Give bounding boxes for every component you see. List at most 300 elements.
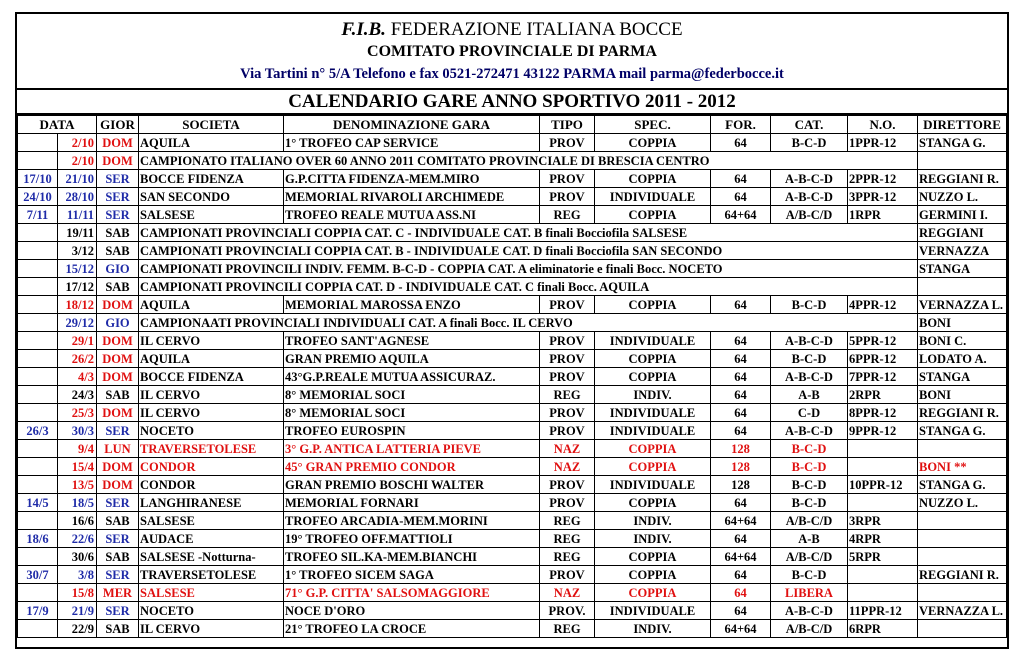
weekday-cell: SAB	[97, 548, 139, 566]
director-cell: REGGIANI R.	[918, 170, 1007, 188]
approval-number-cell: 9PPR-12	[848, 422, 918, 440]
director-cell: REGGIANI R.	[918, 566, 1007, 584]
date-first-cell: 17/9	[18, 602, 58, 620]
competition-name-cell: MEMORIAL RIVAROLI ARCHIMEDE	[284, 188, 540, 206]
date-cell: 22/6	[58, 530, 97, 548]
col-header-data: DATA	[18, 116, 97, 134]
approval-number-cell: 8PPR-12	[848, 404, 918, 422]
date-cell: 21/10	[58, 170, 97, 188]
format-cell: 64	[711, 584, 771, 602]
date-cell: 15/4	[58, 458, 97, 476]
date-first-cell	[18, 278, 58, 296]
category-cell: B-C-D	[771, 494, 848, 512]
director-cell: REGGIANI	[918, 224, 1007, 242]
type-cell: PROV	[540, 188, 595, 206]
weekday-cell: SAB	[97, 278, 139, 296]
weekday-cell: LUN	[97, 440, 139, 458]
format-cell: 64	[711, 422, 771, 440]
weekday-cell: SER	[97, 530, 139, 548]
club-cell: TRAVERSETOLESE	[139, 566, 284, 584]
type-cell: PROV	[540, 422, 595, 440]
specialty-cell: INDIVIDUALE	[595, 188, 711, 206]
format-cell: 64	[711, 170, 771, 188]
approval-number-cell: 4PPR-12	[848, 296, 918, 314]
category-cell: A/B-C/D	[771, 548, 848, 566]
table-row	[18, 584, 1007, 602]
director-cell: VERNAZZA L.	[918, 296, 1007, 314]
table-row	[18, 332, 1007, 350]
club-cell: AUDACE	[139, 530, 284, 548]
category-cell: B-C-D	[771, 440, 848, 458]
federation-name	[17, 14, 1007, 41]
specialty-cell: INDIV.	[595, 530, 711, 548]
date-cell: 13/5	[58, 476, 97, 494]
date-cell: 4/3	[58, 368, 97, 386]
weekday-cell: DOM	[97, 296, 139, 314]
date-first-cell: 14/5	[18, 494, 58, 512]
date-cell: 22/9	[58, 620, 97, 638]
table-row	[18, 548, 1007, 566]
date-first-cell	[18, 584, 58, 602]
weekday-cell: DOM	[97, 350, 139, 368]
date-first-cell: 7/11	[18, 206, 58, 224]
table-row	[18, 494, 1007, 512]
director-cell: VERNAZZA	[918, 242, 1007, 260]
date-cell: 29/12	[58, 314, 97, 332]
date-first-cell	[18, 332, 58, 350]
date-cell: 3/12	[58, 242, 97, 260]
col-header-for: FOR.	[711, 116, 771, 134]
competition-name-cell: 1° TROFEO SICEM SAGA	[284, 566, 540, 584]
table-row	[18, 422, 1007, 440]
category-cell: B-C-D	[771, 296, 848, 314]
approval-number-cell: 5RPR	[848, 548, 918, 566]
category-cell: C-D	[771, 404, 848, 422]
competition-name-cell: 8° MEMORIAL SOCI	[284, 386, 540, 404]
specialty-cell: COPPIA	[595, 368, 711, 386]
date-cell: 30/6	[58, 548, 97, 566]
type-cell: PROV	[540, 404, 595, 422]
director-cell: NUZZO L.	[918, 188, 1007, 206]
director-cell: STANGA G.	[918, 476, 1007, 494]
date-cell: 29/1	[58, 332, 97, 350]
weekday-cell: DOM	[97, 332, 139, 350]
specialty-cell: COPPIA	[595, 134, 711, 152]
date-cell: 9/4	[58, 440, 97, 458]
weekday-cell: SER	[97, 188, 139, 206]
type-cell: REG	[540, 206, 595, 224]
weekday-cell: SAB	[97, 620, 139, 638]
specialty-cell: INDIVIDUALE	[595, 476, 711, 494]
club-cell: SAN SECONDO	[139, 188, 284, 206]
club-cell: NOCETO	[139, 422, 284, 440]
category-cell: A/B-C/D	[771, 512, 848, 530]
format-cell: 64+64	[711, 512, 771, 530]
director-cell: STANGA G.	[918, 422, 1007, 440]
category-cell: A-B	[771, 530, 848, 548]
date-first-cell	[18, 350, 58, 368]
approval-number-cell: 1RPR	[848, 206, 918, 224]
event-description-cell: CAMPIONATI PROVINCILI COPPIA CAT. D - INDIVIDUALE CAT. C finali Bocc. AQUILA	[139, 278, 918, 296]
letterhead	[17, 14, 1007, 90]
approval-number-cell: 2RPR	[848, 386, 918, 404]
date-first-cell: 17/10	[18, 170, 58, 188]
director-cell	[918, 512, 1007, 530]
weekday-cell: SER	[97, 206, 139, 224]
weekday-cell: DOM	[97, 134, 139, 152]
committee-name: COMITATO PROVINCIALE DI PARMA	[367, 43, 657, 60]
specialty-cell: INDIV.	[595, 512, 711, 530]
format-cell: 64	[711, 134, 771, 152]
competition-name-cell: TROFEO ARCADIA-MEM.MORINI	[284, 512, 540, 530]
format-cell: 64	[711, 368, 771, 386]
date-cell: 30/3	[58, 422, 97, 440]
approval-number-cell: 3PPR-12	[848, 188, 918, 206]
club-cell: SALSESE	[139, 584, 284, 602]
category-cell: A-B-C-D	[771, 188, 848, 206]
date-first-cell	[18, 134, 58, 152]
date-first-cell: 18/6	[18, 530, 58, 548]
weekday-cell: SAB	[97, 386, 139, 404]
competition-name-cell: MEMORIAL FORNARI	[284, 494, 540, 512]
type-cell: REG	[540, 620, 595, 638]
specialty-cell: INDIVIDUALE	[595, 332, 711, 350]
type-cell: PROV	[540, 296, 595, 314]
director-cell: BONI	[918, 314, 1007, 332]
date-first-cell	[18, 440, 58, 458]
competition-name-cell: MEMORIAL MAROSSA ENZO	[284, 296, 540, 314]
table-row	[18, 440, 1007, 458]
approval-number-cell: 4RPR	[848, 530, 918, 548]
director-cell: BONI C.	[918, 332, 1007, 350]
club-cell: SALSESE -Notturna-	[139, 548, 284, 566]
event-description-cell: CAMPIONAATI PROVINCIALI INDIVIDUALI CAT. A finali Bocc. IL CERVO	[139, 314, 918, 332]
type-cell: REG	[540, 386, 595, 404]
specialty-cell: COPPIA	[595, 350, 711, 368]
specialty-cell: INDIV.	[595, 386, 711, 404]
club-cell: IL CERVO	[139, 386, 284, 404]
table-body	[18, 134, 1007, 638]
date-first-cell	[18, 620, 58, 638]
weekday-cell: DOM	[97, 368, 139, 386]
date-cell: 16/6	[58, 512, 97, 530]
calendar-table	[17, 115, 1007, 638]
club-cell: IL CERVO	[139, 404, 284, 422]
format-cell: 64	[711, 332, 771, 350]
date-cell: 2/10	[58, 152, 97, 170]
club-cell: BOCCE FIDENZA	[139, 170, 284, 188]
type-cell: NAZ	[540, 440, 595, 458]
club-cell: IL CERVO	[139, 620, 284, 638]
event-description-cell: CAMPIONATI PROVINCIALI COPPIA CAT. C - INDIVIDUALE CAT. B finali Bocciofila SALSESE	[139, 224, 918, 242]
competition-name-cell: NOCE D'ORO	[284, 602, 540, 620]
type-cell: PROV	[540, 170, 595, 188]
competition-name-cell: G.P.CITTA FIDENZA-MEM.MIRO	[284, 170, 540, 188]
specialty-cell: COPPIA	[595, 584, 711, 602]
club-cell: CONDOR	[139, 458, 284, 476]
specialty-cell: COPPIA	[595, 170, 711, 188]
category-cell: A-B-C-D	[771, 332, 848, 350]
federation-full-name: FEDERAZIONE ITALIANA BOCCE	[390, 19, 683, 40]
table-row	[18, 188, 1007, 206]
col-header-direttore: DIRETTORE	[918, 116, 1007, 134]
approval-number-cell: 10PPR-12	[848, 476, 918, 494]
club-cell: BOCCE FIDENZA	[139, 368, 284, 386]
specialty-cell: COPPIA	[595, 296, 711, 314]
format-cell: 64	[711, 566, 771, 584]
date-first-cell	[18, 314, 58, 332]
date-first-cell	[18, 548, 58, 566]
approval-number-cell	[848, 458, 918, 476]
director-cell	[918, 548, 1007, 566]
director-cell: VERNAZZA L.	[918, 602, 1007, 620]
date-cell: 15/12	[58, 260, 97, 278]
type-cell: REG	[540, 548, 595, 566]
date-first-cell	[18, 458, 58, 476]
competition-name-cell: 21° TROFEO LA CROCE	[284, 620, 540, 638]
competition-name-cell: 3° G.P. ANTICA LATTERIA PIEVE	[284, 440, 540, 458]
col-header-societa: SOCIETA	[139, 116, 284, 134]
date-cell: 24/3	[58, 386, 97, 404]
competition-name-cell: TROFEO EUROSPIN	[284, 422, 540, 440]
category-cell: B-C-D	[771, 350, 848, 368]
type-cell: PROV	[540, 134, 595, 152]
table-row	[18, 152, 1007, 170]
date-cell: 17/12	[58, 278, 97, 296]
category-cell: A-B-C-D	[771, 368, 848, 386]
director-cell: LODATO A.	[918, 350, 1007, 368]
specialty-cell: INDIVIDUALE	[595, 422, 711, 440]
date-first-cell	[18, 152, 58, 170]
date-first-cell: 24/10	[18, 188, 58, 206]
director-cell: BONI	[918, 386, 1007, 404]
approval-number-cell: 5PPR-12	[848, 332, 918, 350]
table-row	[18, 476, 1007, 494]
category-cell: A-B-C-D	[771, 602, 848, 620]
date-cell: 18/5	[58, 494, 97, 512]
date-cell: 28/10	[58, 188, 97, 206]
format-cell: 128	[711, 476, 771, 494]
date-first-cell	[18, 404, 58, 422]
weekday-cell: MER	[97, 584, 139, 602]
type-cell: NAZ	[540, 458, 595, 476]
type-cell: REG	[540, 530, 595, 548]
table-row	[18, 314, 1007, 332]
approval-number-cell	[848, 440, 918, 458]
club-cell: SALSESE	[139, 206, 284, 224]
director-cell	[918, 620, 1007, 638]
type-cell: REG	[540, 512, 595, 530]
competition-name-cell: 45° GRAN PREMIO CONDOR	[284, 458, 540, 476]
table-row	[18, 368, 1007, 386]
contact-address: Via Tartini n° 5/A Telefono e fax 0521-272471 43122 PARMA mail parma@federbocce.it	[240, 66, 784, 82]
category-cell: B-C-D	[771, 566, 848, 584]
event-description-cell: CAMPIONATI PROVINCILI INDIV. FEMM. B-C-D - COPPIA CAT. A eliminatorie e finali Bocc. NOCETO	[139, 260, 918, 278]
weekday-cell: DOM	[97, 152, 139, 170]
competition-name-cell: 71° G.P. CITTA' SALSOMAGGIORE	[284, 584, 540, 602]
category-cell: A/B-C/D	[771, 206, 848, 224]
director-cell	[918, 530, 1007, 548]
table-row	[18, 242, 1007, 260]
type-cell: PROV.	[540, 602, 595, 620]
table-row	[18, 296, 1007, 314]
table-row	[18, 530, 1007, 548]
club-cell: SALSESE	[139, 512, 284, 530]
date-first-cell	[18, 386, 58, 404]
approval-number-cell: 3RPR	[848, 512, 918, 530]
weekday-cell: SER	[97, 566, 139, 584]
approval-number-cell	[848, 566, 918, 584]
table-header-row	[18, 116, 1007, 134]
table-row	[18, 278, 1007, 296]
approval-number-cell: 6PPR-12	[848, 350, 918, 368]
category-cell: A-B	[771, 386, 848, 404]
specialty-cell: COPPIA	[595, 548, 711, 566]
approval-number-cell: 11PPR-12	[848, 602, 918, 620]
weekday-cell: SAB	[97, 242, 139, 260]
table-row	[18, 134, 1007, 152]
director-cell: STANGA G.	[918, 134, 1007, 152]
director-cell	[918, 440, 1007, 458]
type-cell: PROV	[540, 494, 595, 512]
director-cell: REGGIANI R.	[918, 404, 1007, 422]
date-cell: 15/8	[58, 584, 97, 602]
approval-number-cell: 6RPR	[848, 620, 918, 638]
format-cell: 64+64	[711, 620, 771, 638]
category-cell: B-C-D	[771, 476, 848, 494]
format-cell: 64	[711, 296, 771, 314]
type-cell: PROV	[540, 350, 595, 368]
format-cell: 64	[711, 602, 771, 620]
competition-name-cell: TROFEO REALE MUTUA ASS.NI	[284, 206, 540, 224]
club-cell: AQUILA	[139, 350, 284, 368]
specialty-cell: INDIVIDUALE	[595, 404, 711, 422]
category-cell: B-C-D	[771, 134, 848, 152]
table-row	[18, 224, 1007, 242]
date-first-cell	[18, 242, 58, 260]
format-cell: 64	[711, 386, 771, 404]
date-first-cell	[18, 224, 58, 242]
calendar-title: CALENDARIO GARE ANNO SPORTIVO 2011 - 2012	[17, 90, 1007, 115]
date-cell: 26/2	[58, 350, 97, 368]
club-cell: NOCETO	[139, 602, 284, 620]
director-cell: GERMINI I.	[918, 206, 1007, 224]
col-header-gior: GIOR	[97, 116, 139, 134]
col-header-spec: SPEC.	[595, 116, 711, 134]
weekday-cell: DOM	[97, 404, 139, 422]
format-cell: 64	[711, 494, 771, 512]
approval-number-cell: 7PPR-12	[848, 368, 918, 386]
specialty-cell: COPPIA	[595, 206, 711, 224]
federation-abbr: F.I.B.	[341, 19, 386, 40]
director-cell	[918, 278, 1007, 296]
format-cell: 64+64	[711, 206, 771, 224]
table-row	[18, 260, 1007, 278]
date-cell: 11/11	[58, 206, 97, 224]
format-cell: 64	[711, 350, 771, 368]
director-cell: STANGA	[918, 368, 1007, 386]
type-cell: NAZ	[540, 584, 595, 602]
type-cell: PROV	[540, 332, 595, 350]
club-cell: TRAVERSETOLESE	[139, 440, 284, 458]
date-first-cell: 26/3	[18, 422, 58, 440]
date-first-cell	[18, 512, 58, 530]
col-header-tipo: TIPO	[540, 116, 595, 134]
date-cell: 21/9	[58, 602, 97, 620]
club-cell: LANGHIRANESE	[139, 494, 284, 512]
date-first-cell	[18, 368, 58, 386]
type-cell: PROV	[540, 566, 595, 584]
table-row	[18, 404, 1007, 422]
director-cell: NUZZO L.	[918, 494, 1007, 512]
category-cell: LIBERA	[771, 584, 848, 602]
table-row	[18, 386, 1007, 404]
col-header-gara: DENOMINAZIONE GARA	[284, 116, 540, 134]
table-row	[18, 512, 1007, 530]
approval-number-cell	[848, 494, 918, 512]
approval-number-cell	[848, 584, 918, 602]
category-cell: A-B-C-D	[771, 170, 848, 188]
col-header-cat: CAT.	[771, 116, 848, 134]
director-cell: BONI **	[918, 458, 1007, 476]
specialty-cell: INDIVIDUALE	[595, 602, 711, 620]
competition-name-cell: TROFEO SANT'AGNESE	[284, 332, 540, 350]
competition-name-cell: 43°G.P.REALE MUTUA ASSICURAZ.	[284, 368, 540, 386]
approval-number-cell: 1PPR-12	[848, 134, 918, 152]
weekday-cell: GIO	[97, 314, 139, 332]
category-cell: B-C-D	[771, 458, 848, 476]
specialty-cell: COPPIA	[595, 494, 711, 512]
format-cell: 64	[711, 530, 771, 548]
weekday-cell: DOM	[97, 458, 139, 476]
competition-name-cell: TROFEO SIL.KA-MEM.BIANCHI	[284, 548, 540, 566]
type-cell: PROV	[540, 476, 595, 494]
format-cell: 64+64	[711, 548, 771, 566]
director-cell	[918, 584, 1007, 602]
date-cell: 18/12	[58, 296, 97, 314]
competition-name-cell: GRAN PREMIO BOSCHI WALTER	[284, 476, 540, 494]
weekday-cell: SER	[97, 422, 139, 440]
specialty-cell: INDIV.	[595, 620, 711, 638]
club-cell: AQUILA	[139, 296, 284, 314]
date-cell: 19/11	[58, 224, 97, 242]
table-row	[18, 458, 1007, 476]
competition-name-cell: 1° TROFEO CAP SERVICE	[284, 134, 540, 152]
date-first-cell	[18, 260, 58, 278]
format-cell: 128	[711, 458, 771, 476]
date-cell: 25/3	[58, 404, 97, 422]
weekday-cell: GIO	[97, 260, 139, 278]
category-cell: A/B-C/D	[771, 620, 848, 638]
table-row	[18, 170, 1007, 188]
director-cell	[918, 152, 1007, 170]
format-cell: 64	[711, 188, 771, 206]
table-row	[18, 350, 1007, 368]
club-cell: IL CERVO	[139, 332, 284, 350]
club-cell: CONDOR	[139, 476, 284, 494]
specialty-cell: COPPIA	[595, 458, 711, 476]
weekday-cell: SER	[97, 170, 139, 188]
col-header-no: N.O.	[848, 116, 918, 134]
event-description-cell: CAMPIONATI PROVINCIALI COPPIA CAT. B - INDIVIDUALE CAT. D finali Bocciofila SAN SECONDO	[139, 242, 918, 260]
competition-name-cell: GRAN PREMIO AQUILA	[284, 350, 540, 368]
weekday-cell: DOM	[97, 476, 139, 494]
competition-name-cell: 19° TROFEO OFF.MATTIOLI	[284, 530, 540, 548]
director-cell: STANGA	[918, 260, 1007, 278]
table-row	[18, 620, 1007, 638]
table-row	[18, 566, 1007, 584]
competition-name-cell: 8° MEMORIAL SOCI	[284, 404, 540, 422]
